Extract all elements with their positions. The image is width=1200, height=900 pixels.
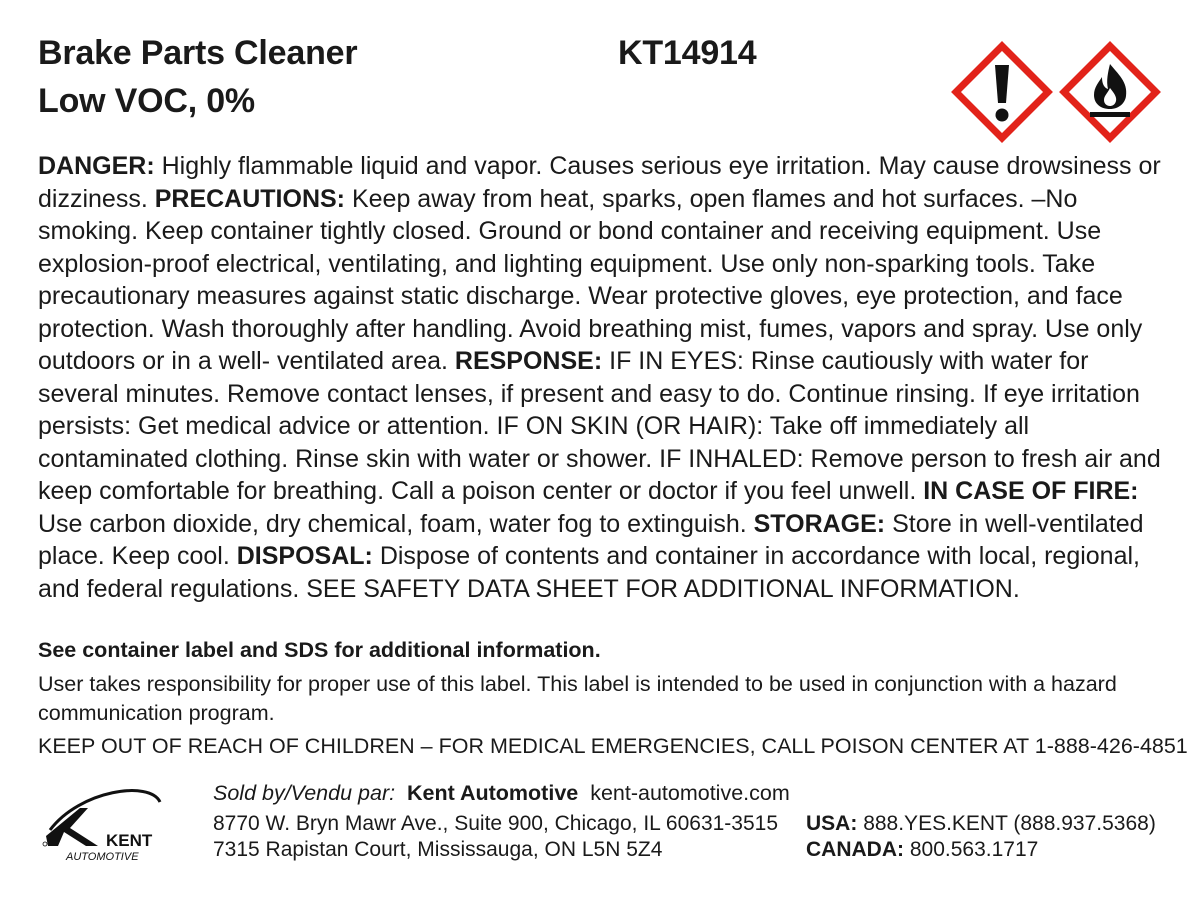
fire-label: IN CASE OF FIRE: [923,477,1139,505]
disposal-label: DISPOSAL: [236,542,373,570]
logo-text-kent: KENT [106,831,153,850]
fire-text: Use carbon dioxide, dry chemical, foam, water fog to extinguish. [38,509,754,538]
keep-out-of-reach-note: KEEP OUT OF REACH OF CHILDREN – FOR MEDICAL EMERGENCIES, CALL POISON CENTER AT 1-888-426-4851 [38,734,1188,758]
exclamation-mark-icon [950,40,1054,144]
disposal-text: Dispose of contents and container in accordance with local, regional, and federal regulations. SEE SAFETY DATA SHEET FOR ADDITIONAL INFORMATION. [38,542,1140,603]
product-subtitle: Low VOC, 0% [38,82,255,120]
address-usa: 8770 W. Bryn Mawr Ave., Suite 900, Chicago, IL 60631-3515 [213,812,779,835]
product-name: Brake Parts Cleaner [38,34,358,72]
user-responsibility-note: User takes responsibility for proper use of this label. This label is intended to be used in conjunction with a hazard communication program. [38,672,1117,725]
company-website: kent-automotive.com [590,781,790,805]
response-label: RESPONSE: [454,347,603,375]
usa-label: USA: [806,812,858,835]
company-name: Kent Automotive [407,781,579,805]
storage-label: STORAGE: [753,509,886,538]
storage-text: Store in well-ventilated place. Keep cool. [38,509,1144,570]
sold-by-line [213,781,790,806]
sold-by-label: Sold by/Vendu par: [213,781,396,805]
product-code: KT14914 [618,34,757,72]
phone-usa [806,812,1156,836]
flame-icon [1058,40,1162,144]
hazard-statement-block [38,150,1173,605]
canada-label: CANADA: [806,838,904,861]
see-sds-note: See container label and SDS for additional information. [38,638,601,662]
precautions-text: Keep away from heat, sparks, open flames and hot surfaces. –No smoking. Keep container tightly closed. Ground or bond container and receiving equipment. Use explosion-proof electrical, ventilating, and lighting equipment. Use only non-sparking tools. Take precautionary measures against static discharge. Wear protective gloves, eye protection, and face protection. Wash thoroughly after handling. Avoid breathing mist, fumes, vapors and spray. Use only outdoors or in a well- ventilated area. [38,184,1143,375]
usa-phone: 888.YES.KENT (888.937.5368) [863,812,1156,835]
kent-automotive-logo [40,784,190,864]
logo-text-automotive: AUTOMOTIVE [66,851,139,863]
response-text: IF IN EYES: Rinse cautiously with water for several minutes. Remove contact lenses, if present and easy to do. Continue rinsing. If eye irritation persists: Get medical advice or attention. IF ON SKIN (OR HAIR): Take off immediately all contaminated clothing. Rinse skin with water or shower. IF INHALED: Remove person to fresh air and keep comfortable for breathing. Call a poison center or doctor if you feel unwell. [38,347,1161,505]
phone-canada [806,838,1038,862]
address-canada: 7315 Rapistan Court, Mississauga, ON L5N 5Z4 [213,838,663,861]
danger-text: Highly flammable liquid and vapor. Causes serious eye irritation. May cause drowsiness or dizziness. [38,152,1161,213]
precautions-label: PRECAUTIONS: [154,184,346,213]
canada-phone: 800.563.1717 [909,838,1039,861]
danger-label: DANGER: [38,152,155,180]
